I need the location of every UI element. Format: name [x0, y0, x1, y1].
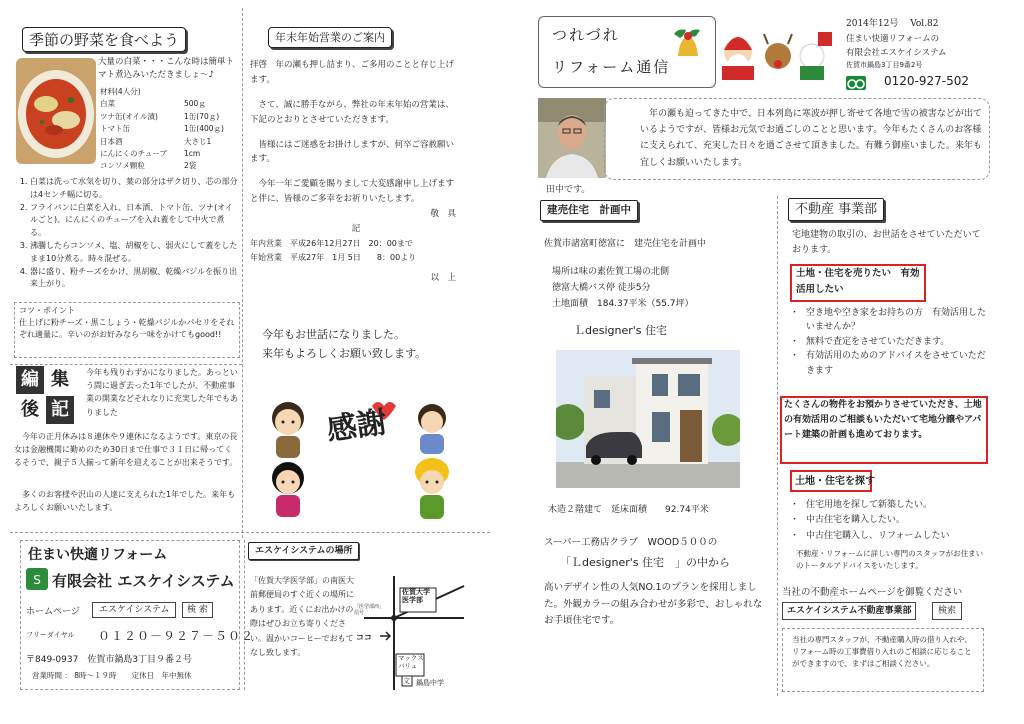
- editor-p2: 多くのお客様や沢山の人達に支えられた1年でした。来年もよろしくお願いいたします。: [14, 490, 236, 513]
- ingredients-list: [100, 86, 238, 173]
- house-brand-quote: 「Ｌdesigner's 住宅 」の中から: [560, 556, 731, 569]
- sell-items: [790, 306, 988, 378]
- svg-text:S: S: [33, 573, 41, 587]
- holiday-ijou: 以 上: [430, 272, 456, 283]
- company-card-title: 住まい快適リフォーム: [28, 547, 168, 563]
- realestate-search-term: エスケイシステム不動産事業部: [782, 602, 916, 620]
- ingredient-qty: 500ｇ: [184, 99, 206, 109]
- house-club: スーパー工務店クラブ WOOD５００の: [544, 537, 718, 548]
- search-item: ・ 住宅用地を探して新築したい。: [790, 498, 988, 513]
- map-univ-label: 佐賀大学 医学部: [402, 588, 430, 605]
- map-koko-label: ココ: [356, 633, 372, 642]
- ingredient-name: ツナ缶(オイル漬): [100, 111, 158, 121]
- holiday-p1: 拝啓 年の瀬も押し詰まり、ご多用のことと存じ上げます。: [250, 60, 455, 85]
- house-title: 建売住宅 計画中: [540, 200, 638, 221]
- masthead-phone: 0120-927-502: [884, 74, 970, 88]
- masthead-slogan: 住まい快適リフォームの: [846, 34, 940, 44]
- search-title: 土地・住宅を探す: [795, 476, 875, 487]
- message-signature: 田中です。: [546, 185, 591, 195]
- character-figure-2: [272, 462, 304, 517]
- ingredient-name: トマト缶: [100, 124, 130, 134]
- company-address: 〒849-0937 佐賀市鍋島3丁目９番２号: [26, 655, 193, 665]
- tip-text: 仕上げに粉チーズ・黒こしょう・乾燥パジルかパセリをそれぞれ適量に。辛いのがお好みなら一味をかけてもgood!!: [19, 318, 235, 339]
- free-dial-icon: [846, 76, 866, 90]
- ingredient-row: [100, 136, 238, 148]
- holiday-keigu: 敬 具: [430, 209, 456, 219]
- staff-note: 不動産・リフォームに詳しい専門のスタッフがお住まいのトータルアドバイスをいたします。: [796, 549, 984, 570]
- ingredient-row: [100, 98, 238, 110]
- recipe-step: 4. 器に盛り、粉チーズをかけ、黒胡椒、乾燥パジルを振り出来上がり。: [30, 266, 238, 292]
- sell-item: ・ 無料で査定をさせていただきます。: [790, 335, 988, 349]
- house-loc-1: 場所は味の素佐賀工場の北側: [552, 267, 670, 277]
- ingredient-qty: 大さじ1: [184, 136, 212, 146]
- company-hours: 営業時間 ： 8時～１９時 定休日 年中無休: [32, 671, 192, 680]
- house-photo: [556, 350, 740, 488]
- ingredient-name: 白菜: [100, 99, 115, 109]
- holiday-p4: 今年一年ご愛顧を賜りまして大変感謝申し上げますと伴に、皆様のご多幸をお祈りいたします。: [250, 179, 455, 205]
- map-junior-label: 鍋島中学: [416, 679, 444, 687]
- house-lead: 佐賀市諸富町徳富に 建売住宅を計画中: [544, 239, 707, 249]
- map-school-icon: 文: [403, 677, 410, 685]
- tip-title: コツ・ポイント: [19, 306, 75, 315]
- masthead-title-2: リフォーム通信: [552, 58, 671, 76]
- search-items: [790, 498, 988, 544]
- holiday-schedule-2: 年始営業 平成27年 1月 5日 8：00より: [250, 252, 417, 262]
- holiday-title: 年末年始営業のご案内: [268, 27, 392, 48]
- holiday-schedule-1: 年内営業 平成26年12月27日 20：00まで: [250, 238, 413, 248]
- company-logo-icon: [26, 568, 48, 594]
- company-name: 有限会社 エスケイシステム: [52, 572, 235, 590]
- greeting-2: 来年もよろしくお願い致します。: [262, 346, 427, 360]
- recipe-step: 1. 白菜は洗って水気を切り、葉の部分はザク切り、芯の部分は4センチ幅に切る。: [30, 176, 238, 202]
- hp-label: ホームページ: [26, 607, 80, 617]
- recipe-photo: [16, 58, 96, 164]
- map-maxvalu-label: マックス バリュ: [398, 654, 424, 670]
- seasonal-title: 季節の野菜を食べよう: [22, 27, 186, 52]
- hp-search-button[interactable]: 検 索: [182, 602, 213, 618]
- character-figure-3: [415, 458, 449, 519]
- sell-item: ・ 有効活用のためのアドバイスをさせていただきます: [790, 349, 988, 378]
- editor-side-text: 今年も残りわずかになりました。あっという間に過ぎ去った1年でしたが、不動産事業の開業などそれなりに充実した年でもありました: [86, 368, 238, 417]
- ingredient-row: [100, 123, 238, 135]
- location-title: エスケイシステムの場所: [248, 542, 359, 560]
- message-text: 年の瀬も迫ってきた中で、日本列島に寒波が押し寄せて各地で雪の被害などが出ているようですが、皆様お元気でお過ごしのことと思います。今年もたくさんのお客様に支えられて、充実した日々を過ごさせて頂きました。有難う御座いました。来年も宜しくお願いいたします。: [640, 109, 982, 168]
- recipe-intro: 大量の白菜・・・こんな時は簡単トマト煮込みいただきましょ～♪: [98, 57, 235, 81]
- hp-search-term: エスケイシステム: [92, 602, 176, 618]
- calligraphy: 感謝: [324, 404, 390, 449]
- ingredients-title: 材料(4人分): [100, 87, 141, 96]
- house-desc: 高いデザイン性の人気NO.1のプランを採用しました。外観カラーの組み合わせが多彩で、おしゃれなお手頃住宅です。: [544, 582, 763, 627]
- notice-text: たくさんの物件をお預かりさせていただき、土地の有効活用のご相談もいただいて宅地分譲やアパート建築の計画も進めております。: [784, 400, 982, 440]
- realestate-title: 不動産 事業部: [788, 198, 884, 221]
- ingredient-qty: 1cm: [184, 148, 201, 158]
- ingredient-qty: 2袋: [184, 161, 197, 171]
- ingredient-name: にんにくのチューブ: [100, 148, 167, 158]
- editor-char-4: 記: [46, 396, 74, 424]
- ingredient-qty: 1缶(70ｇ): [184, 111, 220, 121]
- recipe-step: 3. 沸騰したらコンソメ、塩、胡椒をし、弱火にして蓋をしたまま10分煮る。時々混ぜる。: [30, 240, 238, 266]
- editor-p1: 今年の正月休みは８連休や９連休になるようです。東京の長女は金融機関に勤めのため30日まで仕事で３１日に帰ってくるそうで、親子５人揃って新年を迎えることが出来そうです。: [14, 432, 238, 468]
- character-figure-4: [418, 404, 446, 454]
- holiday-p2: さて、誠に勝手ながら、弊社の年末年始の営業は、下記のとおりとさせていただきます。: [250, 99, 454, 125]
- sell-item: ・ 空き地や空き家をお持ちの方 有効活用したいませんか？: [790, 306, 988, 335]
- portrait-photo: [538, 98, 606, 178]
- house-brand: Ｌdesigner's 住宅: [574, 324, 668, 337]
- editor-heading: [14, 366, 84, 420]
- santa-reindeer-icon: [716, 22, 834, 86]
- house-loc-3: 土地面積 184.37平米（55.7坪）: [552, 299, 694, 310]
- editor-char-3: 後: [21, 399, 39, 420]
- hp-note: 当社の不動産ホームページを御覧ください: [782, 587, 963, 598]
- map-signal-label: 「医学部西」 信号: [354, 604, 385, 616]
- sell-title: 土地・住宅を売りたい 有効活用したい: [796, 268, 920, 295]
- realestate-search-button[interactable]: 検索: [932, 602, 962, 620]
- editor-char-2: 集: [51, 369, 69, 390]
- location-text: 「佐賀大学医学部」の南医大前郵便局のすぐ近くの場所にあります。近くにお出かけの際はぜひお立ち寄りください。温かいコーヒーでおもてなし致します。: [250, 576, 354, 657]
- location-map: [354, 566, 466, 690]
- house-loc-2: 徳富大橋バス停 徒歩5分: [552, 283, 651, 294]
- ingredient-row: [100, 148, 238, 160]
- tip-box: [14, 302, 240, 358]
- holiday-ki: 記: [351, 223, 361, 234]
- ingredient-name: 日本酒: [100, 136, 123, 146]
- holiday-p3: 皆様にはご迷惑をお掛けしますが、何卒ご容赦願います。: [250, 139, 455, 165]
- bottom-note: 当社の専門スタッフが、不動産購入時の借り入れや、リフォーム時の工事費借り入れのご相談に応じることができますので、まずはご相談ください。: [792, 635, 972, 668]
- ingredient-qty: 1缶(400ｇ): [184, 124, 224, 134]
- free-dial-number: ０１２０－９２７－５０２: [98, 629, 255, 643]
- recipe-steps: [14, 176, 238, 291]
- editor-char-1: 編: [16, 366, 44, 394]
- ingredient-row: [100, 160, 238, 172]
- ingredient-name: コンソメ顆粒: [100, 161, 145, 171]
- search-item: ・ 中古住宅購入し、リフォームしたい: [790, 529, 988, 544]
- search-item: ・ 中古住宅を購入したい。: [790, 513, 988, 528]
- free-dial-label: フリーダイヤル: [26, 631, 75, 639]
- recipe-step: 2. フライパンに白菜を入れ、日本酒、トマト缶、ツナ(オイルごと)、にんにくのチューブを入れ蓋をして中火で煮る。: [30, 202, 238, 240]
- realestate-lead: 宅地建物の取引の、お世話をさせていただいております。: [792, 230, 981, 255]
- masthead-address: 佐賀市鍋島3丁目9番2号: [846, 61, 923, 69]
- character-figure-1: [272, 402, 304, 458]
- masthead-company: 有限会社エスケイシステム: [846, 48, 947, 58]
- greeting-1: 今年もお世話になりました。: [262, 328, 405, 341]
- issue-number: 2014年12号 Vol.82: [846, 19, 939, 29]
- bell-icon: [664, 16, 710, 64]
- house-spec: 木造２階建て 延床面積 92.74平米: [548, 505, 709, 515]
- ingredient-row: [100, 111, 238, 123]
- masthead-title-1: つれづれ: [552, 26, 620, 44]
